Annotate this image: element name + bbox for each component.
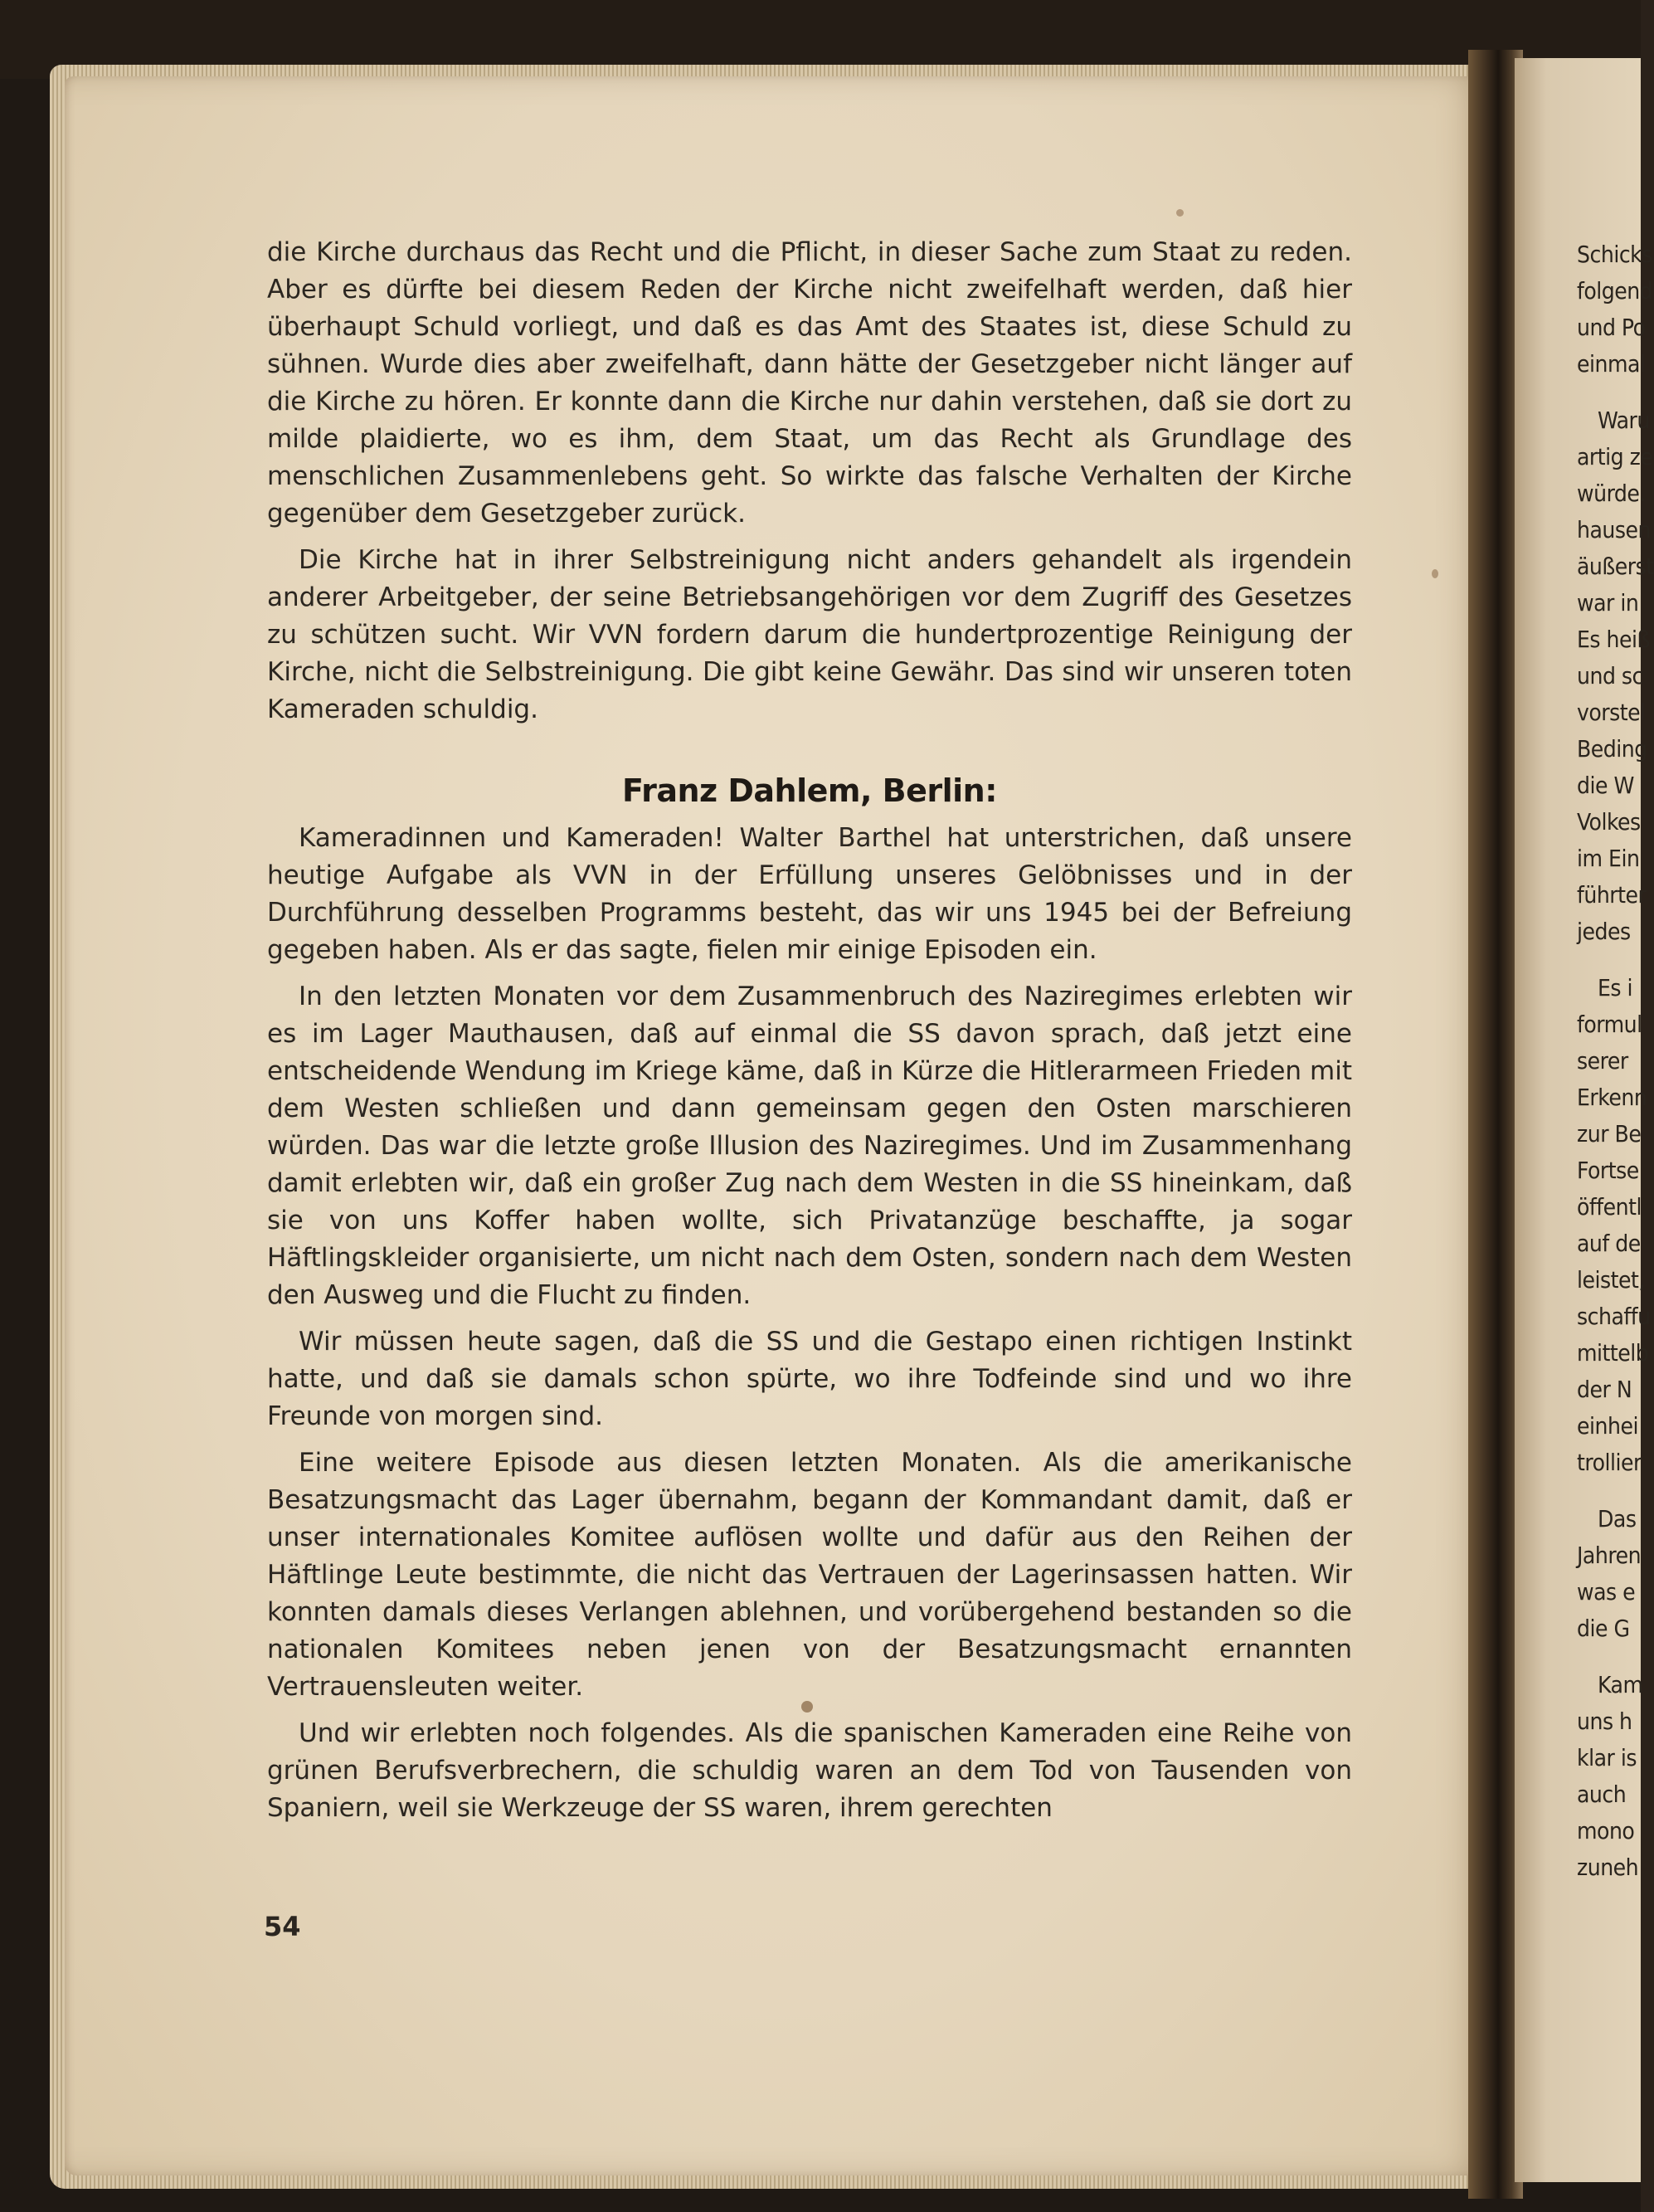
paragraph: Wir müssen heute sagen, daß die SS und die Gestapo einen richtigen Instinkt hatte, und daß sie damals schon spürte, wo ihre Todfeinde sind und wo ihre Freunde von morgen sind. <box>267 1327 1352 1431</box>
right-page-line-fragment: Volkes <box>1577 808 1641 836</box>
paragraph: die Kirche durchaus das Recht und die Pflicht, in dieser Sache zum Staat zu reden. Aber es dürfte bei diesem Reden der Kirche nicht zweifelhaft werden, daß hier überhaupt Schuld vorliegt, und daß es das Amt des Staates ist, diese Schuld zu sühnen. Wurde dies aber zweifelhaft, dann hätte der Gesetzgeber nicht länger auf die Kirche zu hören. Er konnte dann die Kirche nur dahin verstehen, daß sie dort zu milde plaidierte, wo es ihm, dem Staat, um das Recht als Grundlage des menschlichen Zusammenlebens geht. So wirkte das falsche Verhalten der Kirche gegenüber dem Gesetzgeber zurück. <box>267 237 1352 529</box>
right-page-line-fragment: klar is <box>1577 1744 1637 1771</box>
right-page-line-fragment: hausen <box>1577 516 1651 543</box>
paragraph: Die Kirche hat in ihrer Selbstreinigung nicht anders gehandelt als irgendein anderer Arbeitgeber, der seine Betriebsangehörigen vor dem Zugriff des Gesetzes zu schützen sucht. Wir VVN fordern darum die hundertprozentige Reinigung der Kirche, nicht die Selbstreinigung. Die gibt keine Gewähr. Das sind wir unseren toten Kameraden schuldig. <box>267 545 1352 724</box>
right-page-line-fragment: Beding <box>1577 735 1647 763</box>
right-page-line-fragment: Es i <box>1598 974 1633 1001</box>
right-page-line-fragment: artig ze <box>1577 443 1653 470</box>
speaker-heading: Franz Dahlem, Berlin: <box>622 772 997 809</box>
right-page-line-fragment: im Ein <box>1577 845 1640 872</box>
right-page-line-fragment: und Po <box>1577 314 1646 341</box>
right-page-line-fragment: einhei <box>1577 1412 1638 1440</box>
right-page-line-fragment: leistet, <box>1577 1266 1645 1294</box>
paper-spot <box>1432 569 1438 578</box>
paragraph: Eine weitere Episode aus diesen letzten Monaten. Als die amerikanische Besatzungsmacht das Lager übernahm, begann der Kommandant damit, daß er unser internationales Komitee auflösen wollte und dafür aus den Reihen der Häftlinge Leute bestimmte, die nicht das Vertrauen der Lagerinsassen hatten. Wir konnten damals dieses Verlangen ablehnen, und vorübergehend bestanden so die nationalen Komitees neben jenen von der Besatzungsmacht ernannten Vertrauensleuten weiter. <box>267 1448 1352 1702</box>
right-page-line-fragment: uns h <box>1577 1708 1632 1735</box>
right-page-line-fragment: äußerst <box>1577 553 1654 580</box>
right-page-line-fragment: die W <box>1577 772 1634 799</box>
paragraph: Und wir erlebten noch folgendes. Als die spanischen Kameraden eine Reihe von grünen Berufsverbrechern, die schuldig waren an dem Tod von Tausenden von Spaniern, weil sie Werkzeuge der SS waren, ihrem gerechten <box>267 1718 1352 1823</box>
right-page-line-fragment: vorstel <box>1577 699 1646 726</box>
right-page-line-fragment: mono <box>1577 1817 1635 1844</box>
paper-spot <box>1176 209 1184 217</box>
page-number: 54 <box>264 1911 301 1942</box>
right-page-line-fragment: trollier <box>1577 1449 1642 1476</box>
right-page-line-fragment: mittelb <box>1577 1339 1649 1367</box>
right-page-line-fragment: führter <box>1577 881 1647 909</box>
paragraph: Kameradinnen und Kameraden! Walter Barthel hat unterstrichen, daß unsere heutige Aufgabe als VVN in der Erfüllung unseres Gelöbnisses und in der Durchführung desselben Programms besteht, das wir uns 1945 bei der Befreiung gegeben haben. Als er das sagte, fielen mir einige Episoden ein. <box>267 823 1352 965</box>
right-page-line-fragment: zur Be <box>1577 1120 1642 1147</box>
right-page-line-fragment: der N <box>1577 1376 1632 1403</box>
right-page-line-fragment: auf de <box>1577 1230 1641 1257</box>
right-page-line-fragment: öffentl <box>1577 1193 1642 1220</box>
right-page-line-fragment: Schicks <box>1577 241 1652 268</box>
right-page-line-fragment: serer <box>1577 1047 1628 1074</box>
right-page-line-fragment: zuneh <box>1577 1854 1639 1881</box>
right-page-line-fragment: einmal <box>1577 350 1646 378</box>
right-page <box>1515 58 1654 2182</box>
right-page-line-fragment: die G <box>1577 1615 1630 1642</box>
right-page-line-fragment: folgend <box>1577 277 1653 305</box>
paragraph: In den letzten Monaten vor dem Zusammenbruch des Naziregimes erlebten wir es im Lager Mauthausen, daß auf einmal die SS davon sprach, daß jetzt eine entscheidende Wendung im Kriege käme, daß in Kürze die Hitlerarmeen Frieden mit dem Westen schließen und dann gemeinsam gegen den Osten marschieren würden. Das war die letzte große Illusion des Naziregimes. Und im Zusammenhang damit erlebten wir, daß ein großer Zug nach dem Westen in die SS hineinkam, daß sie von uns Koffer haben wollte, sich Privatanzüge beschaffte, ja sogar Häftlingskleider organisierte, um nicht nach dem Osten, sondern nach dem Westen den Ausweg und die Flucht zu finden. <box>267 982 1352 1310</box>
page-text <box>267 234 1352 1827</box>
right-page-line-fragment: Fortse <box>1577 1157 1639 1184</box>
right-page-line-fragment: Das <box>1598 1505 1637 1532</box>
right-page-line-fragment: war in <box>1577 589 1639 616</box>
right-page-line-fragment: schaffu <box>1577 1303 1651 1330</box>
right-page-line-fragment: was e <box>1577 1578 1636 1605</box>
right-page-line-fragment: Jahren <box>1577 1542 1642 1569</box>
right-page-line-fragment: Es heiß <box>1577 626 1650 653</box>
right-page-line-fragment: jedes <box>1577 918 1631 945</box>
right-page-line-fragment: und sc <box>1577 662 1643 689</box>
right-page-line-fragment: Erkenn <box>1577 1084 1647 1111</box>
right-page-line-fragment: Kam <box>1598 1671 1643 1698</box>
right-page-line-fragment: würde. <box>1577 480 1646 507</box>
right-page-line-fragment: auch <box>1577 1781 1627 1808</box>
right-page-line-fragment: Waru <box>1598 407 1650 434</box>
right-page-line-fragment: formul <box>1577 1011 1642 1038</box>
